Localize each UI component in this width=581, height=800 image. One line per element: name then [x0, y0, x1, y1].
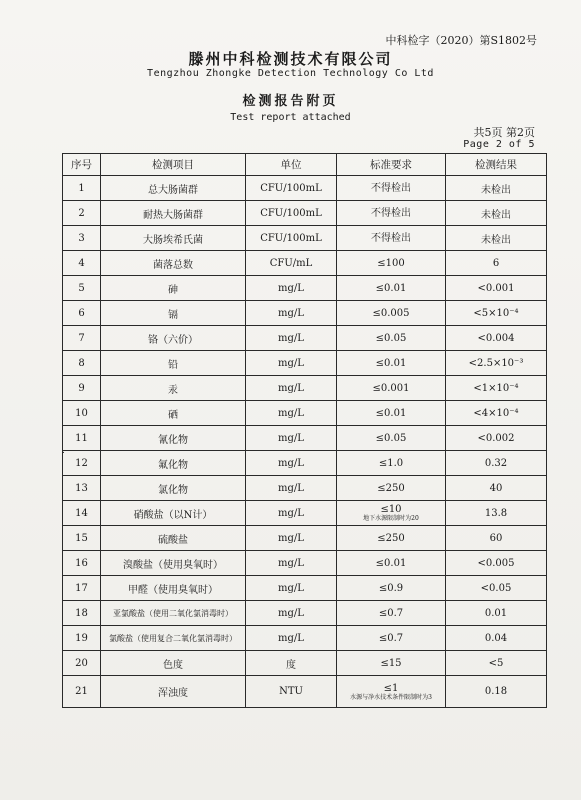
table-row — [63, 676, 547, 708]
row-number: 1 — [63, 176, 101, 201]
company-name-cn: 滕州中科检测技术有限公司 — [188, 50, 393, 68]
test-result: <4×10⁻⁴ — [446, 401, 547, 426]
unit: mg/L — [246, 601, 337, 626]
standard-value: ≤1.0 — [378, 457, 404, 469]
unit: mg/L — [246, 301, 337, 326]
unit: CFU/100mL — [246, 201, 337, 226]
unit: mg/L — [246, 626, 337, 651]
standard-requirement — [337, 251, 446, 276]
row-number: 20 — [63, 651, 101, 676]
test-result: <0.05 — [446, 576, 547, 601]
standard-requirement — [337, 401, 446, 426]
test-item: 硫酸盐 — [101, 526, 246, 551]
test-result: 未检出 — [446, 176, 547, 201]
standard-requirement — [337, 301, 446, 326]
test-item: 汞 — [101, 376, 246, 401]
test-item: 氯化物 — [101, 476, 246, 501]
test-item: 大肠埃希氏菌 — [101, 226, 246, 251]
row-number: 12 — [63, 451, 101, 476]
test-item: 砷 — [101, 276, 246, 301]
standard-requirement — [337, 626, 446, 651]
table-row — [63, 226, 547, 251]
test-item: 硝酸盐（以N计） — [101, 501, 246, 526]
test-result: 未检出 — [446, 226, 547, 251]
unit: mg/L — [246, 526, 337, 551]
test-result: 40 — [446, 476, 547, 501]
unit: mg/L — [246, 401, 337, 426]
test-result: <0.001 — [446, 276, 547, 301]
test-result: <5 — [446, 651, 547, 676]
table-row — [63, 301, 547, 326]
standard-requirement — [337, 201, 446, 226]
table-row — [63, 326, 547, 351]
test-result: 未检出 — [446, 201, 547, 226]
table-row — [63, 426, 547, 451]
table-row — [63, 176, 547, 201]
test-item: 溴酸盐（使用臭氧时） — [101, 551, 246, 576]
standard-value: ≤0.01 — [375, 557, 407, 569]
unit: mg/L — [246, 501, 337, 526]
table-row — [63, 451, 547, 476]
header-unit: 单位 — [246, 154, 337, 176]
row-number: 14 — [63, 501, 101, 526]
test-item: 铅 — [101, 351, 246, 376]
row-number: 19 — [63, 626, 101, 651]
standard-requirement — [337, 601, 446, 626]
test-result: 0.32 — [446, 451, 547, 476]
row-number: 8 — [63, 351, 101, 376]
row-number: 17 — [63, 576, 101, 601]
standard-value: ≤10 — [380, 504, 402, 515]
standard-requirement — [337, 451, 446, 476]
table-header-row — [63, 154, 547, 176]
standard-note: 地下水源限制时为20 — [363, 515, 419, 522]
standard-value: ≤0.01 — [375, 407, 407, 419]
unit: mg/L — [246, 276, 337, 301]
test-item: 镉 — [101, 301, 246, 326]
standard-value: ≤250 — [377, 532, 405, 544]
row-number: 13 — [63, 476, 101, 501]
unit: mg/L — [246, 576, 337, 601]
company-name-en: Tengzhou Zhongke Detection Technology Co Ltd — [147, 68, 434, 79]
test-result: <0.002 — [446, 426, 547, 451]
test-item: 色度 — [101, 651, 246, 676]
unit: CFU/mL — [246, 251, 337, 276]
table-row — [63, 501, 547, 526]
standard-requirement — [337, 676, 446, 708]
unit: 度 — [246, 651, 337, 676]
header-item: 检测项目 — [101, 154, 246, 176]
test-result: 0.18 — [446, 676, 547, 708]
standard-requirement — [337, 426, 446, 451]
standard-value: ≤0.01 — [375, 357, 407, 369]
test-result: <2.5×10⁻³ — [446, 351, 547, 376]
standard-value: ≤15 — [380, 657, 402, 669]
test-item: 耐热大肠菌群 — [101, 201, 246, 226]
test-result: 13.8 — [446, 501, 547, 526]
table-row — [63, 376, 547, 401]
table-row — [63, 201, 547, 226]
row-number: 2 — [63, 201, 101, 226]
standard-value: ≤250 — [377, 482, 405, 494]
test-result: <1×10⁻⁴ — [446, 376, 547, 401]
standard-value: 不得检出 — [371, 182, 411, 194]
table-row — [63, 651, 547, 676]
unit: CFU/100mL — [246, 226, 337, 251]
results-table — [62, 153, 547, 708]
table-row — [63, 276, 547, 301]
standard-value: ≤0.7 — [378, 632, 404, 644]
standard-requirement — [337, 476, 446, 501]
test-item: 硒 — [101, 401, 246, 426]
row-number: 7 — [63, 326, 101, 351]
standard-value: ≤0.9 — [378, 582, 404, 594]
row-number: 16 — [63, 551, 101, 576]
test-item: 氟化物 — [101, 451, 246, 476]
unit: mg/L — [246, 426, 337, 451]
test-result: 60 — [446, 526, 547, 551]
standard-requirement — [337, 551, 446, 576]
table-row — [63, 626, 547, 651]
unit: mg/L — [246, 376, 337, 401]
unit: mg/L — [246, 326, 337, 351]
standard-value: ≤0.7 — [378, 607, 404, 619]
row-number: 5 — [63, 276, 101, 301]
unit: NTU — [246, 676, 337, 708]
standard-value: 不得检出 — [371, 207, 411, 219]
standard-requirement — [337, 576, 446, 601]
page-count-en: Page 2 of 5 — [463, 139, 535, 150]
standard-value: 不得检出 — [371, 232, 411, 244]
standard-note: 水源与净水技术条件限制时为3 — [350, 693, 432, 701]
standard-value: ≤100 — [377, 257, 405, 269]
test-item: 铬（六价） — [101, 326, 246, 351]
test-item: 总大肠菌群 — [101, 176, 246, 201]
table-row — [63, 601, 547, 626]
standard-requirement — [337, 651, 446, 676]
test-result: <5×10⁻⁴ — [446, 301, 547, 326]
test-item: 浑浊度 — [101, 676, 246, 708]
header-no: 序号 — [63, 154, 101, 176]
page-count-cn: 共5页 第2页 — [473, 126, 535, 139]
table-row — [63, 351, 547, 376]
standard-value: ≤0.05 — [375, 432, 407, 444]
header-result: 检测结果 — [446, 154, 547, 176]
row-number: 4 — [63, 251, 101, 276]
row-number: 21 — [63, 676, 101, 708]
standard-requirement — [337, 351, 446, 376]
table-row — [63, 401, 547, 426]
row-number: 6 — [63, 301, 101, 326]
report-title-en: Test report attached — [230, 112, 351, 123]
document-number: 中科检字（2020）第S1802号 — [385, 34, 537, 47]
test-item: 菌落总数 — [101, 251, 246, 276]
test-result: 6 — [446, 251, 547, 276]
standard-requirement — [337, 526, 446, 551]
test-result: <0.004 — [446, 326, 547, 351]
test-result: 0.04 — [446, 626, 547, 651]
test-item: 氰化物 — [101, 426, 246, 451]
standard-value: ≤0.001 — [372, 382, 410, 394]
row-number: 10 — [63, 401, 101, 426]
test-item: 甲醛（使用臭氧时） — [101, 576, 246, 601]
table-row — [63, 576, 547, 601]
standard-requirement — [337, 176, 446, 201]
table-row — [63, 526, 547, 551]
row-number: 3 — [63, 226, 101, 251]
unit: mg/L — [246, 351, 337, 376]
test-result: 0.01 — [446, 601, 547, 626]
standard-value: ≤0.005 — [372, 307, 410, 319]
row-number: 15 — [63, 526, 101, 551]
row-number: 11 — [63, 426, 101, 451]
unit: mg/L — [246, 476, 337, 501]
unit: mg/L — [246, 551, 337, 576]
test-item: 氯酸盐（使用复合二氧化氯消毒时） — [101, 626, 246, 651]
unit: mg/L — [246, 451, 337, 476]
standard-value: ≤1 — [383, 682, 399, 694]
test-result: <0.005 — [446, 551, 547, 576]
standard-requirement — [337, 501, 446, 526]
table-row — [63, 251, 547, 276]
standard-value: ≤0.01 — [375, 282, 407, 294]
standard-requirement — [337, 326, 446, 351]
standard-requirement — [337, 376, 446, 401]
standard-requirement — [337, 276, 446, 301]
header-standard: 标准要求 — [337, 154, 446, 176]
standard-requirement — [337, 226, 446, 251]
table-body — [63, 176, 547, 708]
margin-mark: . — [62, 446, 65, 456]
row-number: 9 — [63, 376, 101, 401]
report-title-cn: 检测报告附页 — [242, 94, 339, 109]
unit: CFU/100mL — [246, 176, 337, 201]
test-item: 亚氯酸盐（使用二氧化氯消毒时） — [101, 601, 246, 626]
standard-value: ≤0.05 — [375, 332, 407, 344]
row-number: 18 — [63, 601, 101, 626]
table-row — [63, 476, 547, 501]
table-row — [63, 551, 547, 576]
